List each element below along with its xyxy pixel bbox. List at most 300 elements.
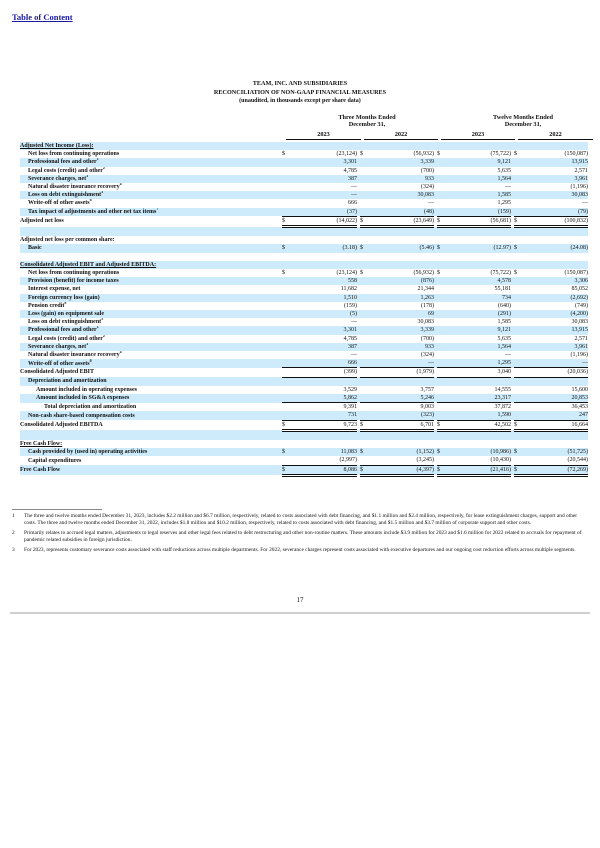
row-label (20, 285, 282, 293)
value-cell: 1,510 (294, 294, 357, 302)
footnote-ref: 2 (102, 334, 105, 338)
currency-symbol (282, 227, 294, 237)
currency-symbol (360, 191, 372, 199)
row-label-text: Non-cash share-based compensation costs (28, 412, 135, 419)
currency-symbol (437, 302, 449, 310)
value-cell: 6,701 (372, 420, 434, 430)
year-header-q-2023: 2023 (286, 131, 361, 140)
row-label-text: Loss on debt extinguishment (28, 192, 102, 199)
currency-symbol (514, 326, 526, 334)
row-label (20, 244, 282, 252)
footnote-number: 3 (12, 546, 15, 553)
row-label-text: Professional fees and other (28, 327, 97, 334)
currency-symbol: $ (360, 420, 372, 430)
value-cell: 9,121 (449, 158, 511, 166)
value-cell: 731 (294, 411, 357, 420)
footnote-ref: 3 (86, 342, 89, 346)
currency-symbol (514, 236, 526, 244)
value-cell: (4,200) (526, 310, 588, 318)
footnote-ref: 5 (101, 318, 104, 322)
currency-symbol: $ (514, 151, 517, 158)
row-label-text: Consolidated Adjusted EBIT and Adjusted EBITDA: (20, 261, 157, 268)
currency-symbol (437, 199, 449, 207)
table-row (20, 318, 588, 326)
currency-symbol (282, 368, 294, 377)
row-label-text: Net loss from continuing operations (28, 270, 120, 277)
value-cell (294, 227, 357, 237)
currency-symbol (437, 191, 449, 199)
value-cell: 13,915 (526, 326, 588, 334)
currency-symbol (437, 310, 449, 318)
spacer-row (20, 430, 588, 440)
currency-symbol (514, 302, 526, 310)
value-cell (526, 430, 588, 440)
value-cell (526, 377, 588, 386)
table-row (20, 359, 588, 368)
value-cell: 9,121 (449, 326, 511, 334)
currency-symbol (514, 359, 526, 368)
currency-symbol (437, 183, 449, 191)
value-cell: (20,036) (526, 368, 588, 377)
footnote-ref: 5 (101, 191, 104, 195)
value-cell: 16,664 (526, 420, 588, 430)
currency-symbol (437, 456, 449, 465)
page-separator (10, 612, 590, 614)
three-months-line1: Three Months Ended (338, 114, 396, 121)
currency-symbol (514, 403, 526, 412)
row-label (20, 351, 282, 359)
row-label-text: Consolidated Adjusted EBIT (20, 369, 95, 376)
currency-symbol: $ (282, 270, 285, 277)
value-cell (294, 253, 357, 261)
footnote-ref: 6 (89, 359, 92, 363)
footnote (12, 530, 587, 545)
twelve-months-line1: Twelve Months Ended (492, 114, 554, 121)
currency-symbol (282, 142, 294, 150)
value-cell: (2,692) (526, 294, 588, 302)
value-cell: 1,585 (497, 319, 511, 326)
currency-symbol: $ (437, 244, 449, 252)
value-cell (294, 440, 357, 448)
row-label-text: Legal costs (credit) and other (28, 167, 103, 174)
currency-symbol: $ (282, 244, 294, 252)
table-row (20, 448, 588, 456)
table-row (20, 326, 588, 334)
footnote-text: The three and twelve months ended December 31, 2023, includes $2.2 million and $6.7 million, respectively, related to costs associated with debt financing, and $1.1 million and $2.4 million, respectively, for lease extinguishment charges, support and other costs. The three and twelve months ended December 31, 2022, includes $1.8 million and $10.2 million, respectively, related to costs associated with debt financing, and $1.5 million and $3.7 million of corporate support and other costs. (24, 513, 578, 527)
currency-symbol (514, 294, 526, 302)
footnote-ref: 2 (102, 166, 105, 170)
currency-symbol (360, 253, 372, 261)
row-label (20, 465, 282, 475)
value-cell: (56,681) (449, 216, 511, 226)
value-cell (526, 253, 588, 261)
value-cell: 3,339 (372, 326, 434, 334)
value-cell: (72,269) (526, 465, 588, 475)
value-cell: (10,986) (449, 448, 511, 456)
currency-symbol: $ (514, 216, 526, 226)
currency-symbol (437, 326, 449, 334)
currency-symbol (282, 183, 294, 191)
three-months-header (302, 114, 432, 128)
footnote-ref: 1 (96, 158, 99, 162)
currency-symbol (282, 359, 294, 368)
table-row (20, 465, 588, 475)
currency-symbol (360, 440, 372, 448)
value-cell (449, 227, 511, 237)
value-cell: 8,086 (294, 465, 357, 475)
currency-symbol (514, 318, 526, 326)
currency-symbol (514, 208, 526, 217)
row-label-text: Adjusted Net Income (Loss): (20, 143, 94, 149)
row-label (20, 420, 282, 430)
table-row (20, 403, 588, 412)
currency-symbol (360, 351, 372, 359)
currency-symbol: $ (360, 270, 363, 277)
row-label (20, 403, 282, 412)
currency-symbol (282, 285, 294, 293)
value-cell: (324) (421, 352, 434, 359)
row-label-text: Consolidated Adjusted EBITDA (20, 422, 103, 429)
row-label-text: Foreign currency loss (gain) (28, 294, 100, 301)
value-cell: (700) (421, 335, 434, 342)
table-row (20, 310, 588, 318)
row-label-text: Interest expense, net (28, 286, 81, 293)
value-cell: (876) (372, 277, 434, 285)
value-cell: (3.18) (294, 244, 357, 252)
value-cell: (51,725) (526, 448, 588, 456)
currency-symbol (282, 208, 294, 217)
table-row (20, 269, 588, 277)
value-cell (294, 430, 357, 440)
currency-symbol (282, 167, 294, 175)
row-label-text: Cash provided by (used in) operating activities (28, 449, 148, 456)
value-cell: (1,196) (570, 184, 588, 191)
row-label (20, 318, 282, 326)
value-cell (294, 236, 357, 244)
value-cell: (56,932) (413, 151, 434, 158)
footnote-ref: 8 (64, 301, 67, 305)
row-label-text: Loss (gain) on equipment sale (28, 311, 105, 318)
value-cell: 4,578 (449, 277, 511, 285)
value-cell: (5.46) (372, 244, 434, 252)
row-label (20, 335, 282, 343)
currency-symbol: $ (437, 448, 449, 456)
footnotes (12, 513, 587, 556)
value-cell: 5,246 (372, 394, 434, 403)
row-label (20, 394, 282, 403)
row-label (20, 216, 282, 226)
value-cell (449, 261, 511, 269)
currency-symbol (282, 199, 294, 207)
row-label (20, 183, 282, 191)
row-label (20, 377, 282, 386)
currency-symbol (360, 403, 372, 412)
table-row (20, 158, 588, 166)
table-row (20, 244, 588, 252)
currency-symbol (360, 430, 372, 440)
currency-symbol (514, 456, 526, 465)
footnote-ref: 7 (156, 207, 159, 211)
currency-symbol (437, 236, 449, 244)
table-of-contents-link[interactable]: Table of Content (12, 12, 73, 22)
table-row (20, 377, 588, 386)
currency-symbol (514, 394, 526, 403)
row-label (20, 253, 282, 261)
currency-symbol (282, 394, 294, 403)
value-cell: (291) (449, 310, 511, 318)
currency-symbol (514, 335, 526, 343)
value-cell: 2,571 (574, 167, 588, 174)
currency-symbol (437, 386, 449, 394)
value-cell: 3,961 (526, 343, 588, 351)
currency-symbol (282, 377, 294, 386)
row-label-text: Depreciation and amortization (28, 378, 107, 385)
footnote (12, 547, 587, 554)
currency-symbol (282, 318, 294, 326)
footnote-ref: 4 (119, 351, 122, 355)
value-cell: 387 (294, 343, 357, 351)
three-months-line2: December 31, (348, 121, 386, 128)
year-header-y-2023: 2023 (441, 131, 515, 140)
currency-symbol: $ (360, 448, 372, 456)
value-cell: 247 (526, 411, 588, 420)
value-cell (372, 377, 434, 386)
table-row (20, 175, 588, 183)
row-label (20, 326, 282, 334)
table-row (20, 294, 588, 302)
company-name: TEAM, INC. AND SUBSIDIARIES (252, 80, 348, 87)
currency-symbol (282, 277, 294, 285)
value-cell: (1,979) (372, 368, 434, 377)
value-cell: 666 (294, 359, 357, 368)
row-label (20, 199, 282, 207)
value-cell: — (582, 200, 588, 207)
currency-symbol: $ (514, 420, 526, 430)
value-cell: 1,263 (372, 294, 434, 302)
table-row (20, 191, 588, 199)
value-cell: (399) (294, 368, 357, 377)
currency-symbol (437, 359, 449, 368)
footnote-number: 1 (12, 513, 15, 519)
value-cell: (1,196) (570, 352, 588, 359)
currency-symbol (437, 158, 449, 166)
value-cell: 21,344 (417, 286, 434, 293)
row-label (20, 227, 282, 237)
value-cell: 734 (449, 294, 511, 302)
section-header-row (20, 142, 588, 150)
currency-symbol (437, 430, 449, 440)
page-number: 17 (296, 596, 304, 604)
value-cell: 5,862 (294, 394, 357, 403)
row-label (20, 269, 282, 277)
row-label-text: Amount included in operating expenses (36, 386, 138, 393)
currency-symbol (360, 343, 372, 351)
row-label (20, 430, 282, 440)
table-row (20, 343, 588, 351)
row-label (20, 440, 282, 448)
value-cell: 5,635 (497, 167, 511, 174)
value-cell: (75,722) (490, 270, 511, 277)
value-cell: — (428, 200, 434, 207)
currency-symbol (360, 386, 372, 394)
currency-symbol (360, 277, 372, 285)
value-cell (449, 440, 511, 448)
value-cell: 5,635 (497, 335, 511, 342)
value-cell: (1,152) (372, 448, 434, 456)
value-cell (372, 236, 434, 244)
currency-symbol: $ (514, 465, 526, 475)
currency-symbol (360, 175, 372, 183)
report-title: RECONCILIATION OF NON-GAAP FINANCIAL MEASURES (213, 89, 387, 96)
currency-symbol (360, 227, 372, 237)
row-label-text: Total depreciation and amortization (44, 404, 137, 410)
currency-symbol (282, 351, 294, 359)
value-cell: (23,649) (372, 216, 434, 226)
currency-symbol (282, 294, 294, 302)
value-cell: (3,245) (372, 456, 434, 465)
twelve-months-header (458, 114, 588, 128)
currency-symbol (282, 456, 294, 465)
value-cell: 14,555 (494, 386, 511, 393)
currency-symbol: $ (282, 216, 294, 226)
value-cell: (24.08) (526, 244, 588, 252)
currency-symbol (282, 411, 294, 420)
currency-symbol: $ (437, 270, 440, 277)
value-cell: 3,040 (449, 368, 511, 377)
table-row (20, 150, 588, 158)
footnote-ref: 1 (96, 326, 99, 330)
value-cell (526, 261, 588, 269)
currency-symbol (437, 175, 449, 183)
value-cell: 3,961 (526, 175, 588, 183)
row-label-text: Professional fees and other (28, 159, 97, 166)
currency-symbol: $ (514, 448, 526, 456)
currency-symbol (282, 335, 294, 343)
value-cell: 55,181 (494, 286, 511, 293)
currency-symbol (360, 294, 372, 302)
row-label (20, 368, 282, 377)
table-row (20, 386, 588, 394)
row-label (20, 175, 282, 183)
currency-symbol (437, 261, 449, 269)
row-label-text: Capital expenditures (28, 457, 82, 464)
row-label (20, 359, 282, 368)
reconciliation-table (20, 142, 588, 477)
row-label-text: Pension credit (28, 302, 65, 309)
value-cell: 23,317 (449, 394, 511, 403)
currency-symbol (514, 351, 526, 359)
table-row (20, 411, 588, 420)
value-cell: 69 (372, 310, 434, 318)
currency-symbol (514, 175, 526, 183)
table-row (20, 199, 588, 207)
value-cell: (640) (498, 302, 511, 309)
currency-symbol (360, 261, 372, 269)
value-cell: 3,306 (526, 277, 588, 285)
currency-symbol (282, 430, 294, 440)
row-label-text: Natural disaster insurance recovery (28, 352, 120, 359)
value-cell: 13,915 (526, 158, 588, 166)
value-cell (449, 253, 511, 261)
value-cell: (100,832) (526, 216, 588, 226)
currency-symbol (282, 326, 294, 334)
row-label-text: Free Cash Flow (20, 467, 61, 474)
currency-symbol (437, 394, 449, 403)
value-cell: (10,430) (449, 456, 511, 465)
currency-symbol (437, 277, 449, 285)
table-row (20, 285, 588, 293)
value-cell (372, 261, 434, 269)
currency-symbol (282, 191, 294, 199)
currency-symbol (437, 227, 449, 237)
footnote-ref: 6 (89, 199, 92, 203)
currency-symbol (437, 208, 449, 217)
value-cell: 1,295 (497, 200, 511, 207)
currency-symbol (437, 351, 449, 359)
value-cell: (23,124) (336, 151, 357, 158)
currency-symbol (360, 199, 372, 207)
currency-symbol (360, 368, 372, 377)
currency-symbol (437, 440, 449, 448)
currency-symbol (514, 167, 526, 175)
value-cell: 1,585 (449, 191, 511, 199)
currency-symbol: $ (437, 216, 449, 226)
currency-symbol (282, 158, 294, 166)
currency-symbol (282, 236, 294, 244)
value-cell: 11,083 (294, 448, 357, 456)
row-label (20, 167, 282, 175)
currency-symbol (514, 183, 526, 191)
row-label (20, 236, 282, 244)
value-cell: — (372, 359, 434, 368)
value-cell: (75,722) (490, 151, 511, 158)
table-row (20, 216, 588, 226)
currency-symbol (514, 386, 526, 394)
row-label-text: Write-off of other assets (28, 360, 90, 367)
value-cell: 9,003 (420, 404, 434, 411)
value-cell (526, 236, 588, 244)
value-cell (449, 236, 511, 244)
value-cell: — (505, 184, 511, 191)
row-label-text: Severance charges, net (28, 343, 87, 350)
row-label (20, 191, 282, 199)
value-cell: 3,339 (372, 158, 434, 166)
currency-symbol (360, 310, 372, 318)
row-label (20, 142, 282, 150)
currency-symbol (514, 411, 526, 420)
currency-symbol: $ (437, 151, 440, 158)
currency-symbol (282, 302, 294, 310)
row-label-text: Severance charges, net (28, 175, 87, 182)
currency-symbol (360, 158, 372, 166)
value-cell: (56,932) (413, 270, 434, 277)
value-cell: 30,083 (417, 319, 434, 326)
value-cell: 3,301 (294, 326, 357, 334)
currency-symbol (437, 377, 449, 386)
currency-symbol (360, 326, 372, 334)
currency-symbol (514, 253, 526, 261)
currency-symbol (282, 310, 294, 318)
footnote-ref: 3 (86, 174, 89, 178)
table-row (20, 208, 588, 217)
value-cell: — (351, 352, 357, 359)
currency-symbol (437, 142, 449, 150)
value-cell: 666 (348, 200, 357, 207)
value-cell: 933 (372, 343, 434, 351)
currency-symbol (437, 335, 449, 343)
value-cell (372, 142, 434, 150)
table-row (20, 335, 588, 343)
